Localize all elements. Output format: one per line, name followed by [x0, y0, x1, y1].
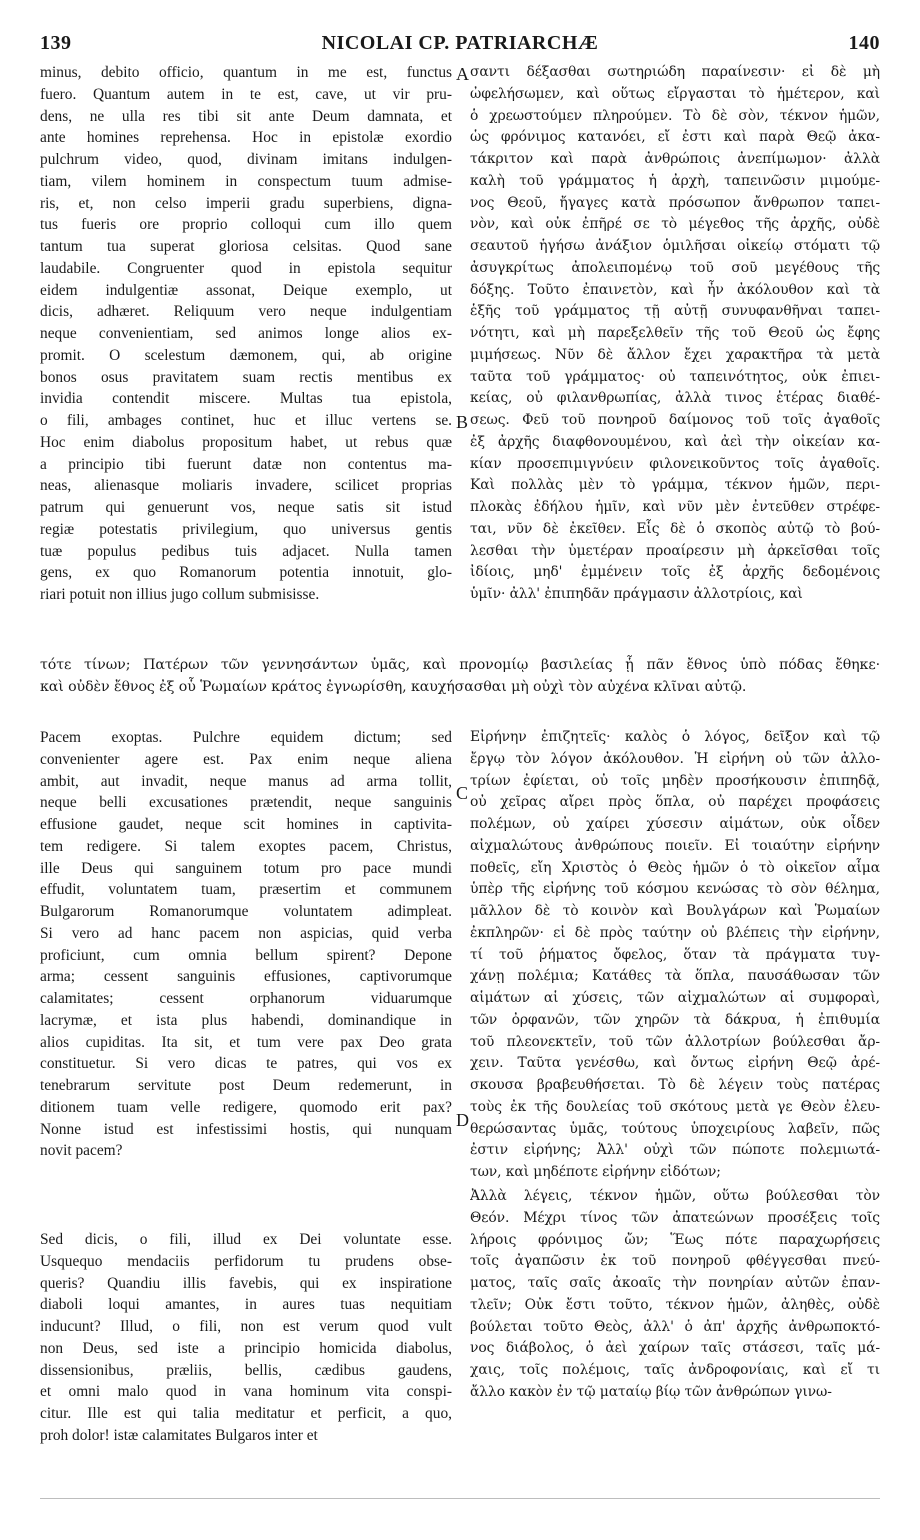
text-line: novit pacem?	[40, 1142, 123, 1160]
text-line: ἀσυγκρίτως ἀπολειπομένῳ τοῦ σοῦ μεγέθους τῆς	[470, 259, 880, 276]
text-line: ἔργῳ τὸν λόγον ἀκόλουθον. Ἡ εἰρήνη οὐ τῶν ἀλλο-	[470, 750, 880, 767]
text-line: inducunt? Illud, o fili, non est verum quod vult	[40, 1318, 452, 1335]
text-line: citur. Ille est qui talia meditatur et perficit, a quo,	[40, 1405, 452, 1422]
text-line: τοὺς ἐκ τῆς δουλείας τοῦ σκότους μετὰ γε Θεὸν ἐλευ-	[470, 1098, 880, 1115]
text-line: non Deus, sed iste a principio homicida diabolus,	[40, 1339, 452, 1357]
text-line: neque convenientiam, sed animos longe alios ex-	[40, 325, 452, 342]
section-marker-b: B	[456, 412, 469, 432]
text-line: convenienter agere est. Pax enim neque aliena	[40, 750, 452, 768]
text-line: gens, ex quo Romanorum potentia innotuit, glo-	[40, 564, 452, 582]
text-line: αἱμάτων αἱ χύσεις, τῶν αἰχμαλώτων αἱ συμφοραὶ,	[470, 990, 880, 1006]
text-line: patrum qui genuerunt vos, neque satis sit istud	[40, 499, 452, 516]
text-line: ἑξῆς τοῦ γράμματος τῇ αὐτῇ συνυφανθῆναι ταπει-	[470, 303, 880, 320]
text-line: lacrymæ, et ista plus habendi, dominandique in	[40, 1011, 452, 1029]
text-line: et omni malo quod in vana hominum vita conspi-	[40, 1383, 452, 1401]
text-line: θερώσαντας ὑμᾶς, τούτους ὑποχειρίους λαβεῖν, πῶς	[470, 1120, 880, 1137]
text-line: νὸν, καὶ οὐκ ἐπῆρέ σε τὸ μέγεθος τῆς ἀρχῆς, οὐδὲ	[470, 216, 880, 233]
text-line: effusione gaudet, neque scit homines in captivita-	[40, 816, 452, 833]
text-line: Θεόν. Μέχρι τίνος τῶν ἀπατεώνων προσέξεις τοῖς	[470, 1209, 880, 1226]
text-line: ante homines reprehensa. Hoc in epistolæ exordio	[40, 129, 452, 147]
page-bottom-edge	[40, 1498, 880, 1499]
text-line: σεαυτοῦ ἡγήσω ἀνάξιον ὁμιλῆσαι οἰκείῳ στόματι τῷ	[470, 238, 880, 254]
latin-column-top	[40, 62, 452, 606]
text-line: πολέμων, οὐ χαίρει χύσεσιν αἱμάτων, οὐκ οἶδεν	[470, 816, 880, 832]
text-line: Usquequo mendaciis perfidorum tu prudens obse-	[40, 1252, 452, 1270]
greek-column-bottom-para1	[470, 727, 880, 1184]
text-line: χειν. Ταῦτα γενέσθω, καὶ ὄντως εἰρήνη Θεῷ ἀρέ-	[470, 1055, 880, 1072]
text-line: ὑπὲρ τῆς εἰρήνης τοῦ κόσμου κενώσας τὸ σὸν θέλημα,	[470, 881, 880, 898]
text-line: neque belli excusationes prætendit, neque sanguinis	[40, 794, 452, 812]
text-line: τί τοῦ ῥήματος ὄφελος, ὅταν τὰ πράγματα τυγ-	[470, 946, 880, 963]
text-line: κίαν προσεπιμιγνύειν φιλονεικοῦντος τοῖς ἀγαθοῖς.	[470, 455, 880, 472]
text-line: alios cupiditas. Ita sit, et tum vere pax Deo grata	[40, 1033, 452, 1051]
section-marker-d: D	[456, 1110, 469, 1130]
text-line: ὠφελήσωμεν, καὶ οὕτως εἴργασται τὸ ἡμέτερον, καὶ	[470, 85, 880, 102]
text-line: χάνῃ πολέμια; Κατάθες τὰ ὅπλα, παυσάθωσαν τῶν	[470, 968, 880, 985]
text-line: constituetur. Si vero dicas te patres, qui vos ex	[40, 1055, 452, 1073]
text-line: ὡς φρόνιμος κατανόει, εἴ ἐστι καὶ παρὰ Θεῷ ἀκα-	[470, 129, 880, 146]
greek-column-bottom-para2	[470, 1186, 880, 1404]
text-line: diaboli loqui amantes, in aures tuas nequitiam	[40, 1296, 452, 1314]
text-line: ταῦτα τοῦ γράμματος· οὐ ταπεινότητος, οὐκ ἐπιει-	[470, 368, 880, 385]
text-line: Καὶ πολλὰς μὲν τὸ γράμμα, τέκνον ἡμῶν, περι-	[470, 477, 880, 494]
text-line: ὑμῖν· ἀλλ' ἐπιπηδᾶν πράγμασιν ἀλλοτρίοις, καὶ	[470, 586, 803, 602]
text-line: τότε τίνων; Πατέρων τῶν γεννησάντων ὑμᾶς, καὶ προνομίῳ βασιλείας ᾗ πᾶν ἔθνος ὑπὸ πόδας ἔθηκε·	[40, 657, 880, 673]
text-line: fuero. Quantum autem in te est, cave, ut vir pru-	[40, 85, 452, 103]
text-line: promit. O scelestum dæmonem, qui, ab origine	[40, 346, 452, 364]
text-line: tenebrarum servitute post Deum redemerunt, in	[40, 1077, 452, 1094]
text-line: Pacem exoptas. Pulchre equidem dictum; sed	[40, 729, 452, 746]
text-line: μιμήσεως. Νῦν δὲ ἄλλον ἔχει χαρακτῆρα τὰ μετὰ	[470, 346, 880, 363]
text-line: eidem indulgentiæ assonat, Deique exemplo, ut	[40, 281, 452, 299]
section-marker-c: C	[456, 783, 469, 803]
text-line: tem redigere. Si talem exoptes pacem, Christus,	[40, 837, 452, 855]
text-line: καὶ οὐδὲν ἔθνος ἐξ οὗ Ῥωμαίων κράτος ἐγνωρίσθη, καυχήσασθαι μὴ οὐχὶ τὸν αὐχένα κλῖναι αὐτῷ.	[40, 679, 747, 695]
text-line: νότητι, καὶ μὴ παρεξελθεῖν τῆς τοῦ Θεοῦ ὡς ἔφης	[470, 325, 880, 341]
text-line: regiæ potestatis privilegium, quo universus gentis	[40, 520, 452, 538]
text-line: ambit, aut invadit, neque manus ad arma tollit,	[40, 772, 452, 790]
text-line: τρίων ἐφίεται, οὐ τοῖς μηδὲν προσήκουσιν ἐπιπηδᾷ,	[470, 772, 880, 789]
page-number-right: 140	[848, 32, 880, 54]
text-line: queris? Quandiu illis favebis, qui ex inspiratione	[40, 1274, 452, 1292]
text-line: καλὴ τοῦ γράμματος ἡ ἀρχὴ, ταπεινῶσιν μιμούμε-	[470, 172, 880, 189]
text-line: ris, et, non celso imperii gradu superbiens, digna-	[40, 194, 452, 212]
text-line: Nonne istud est infestissimi hostis, qui nunquam	[40, 1120, 452, 1138]
text-line: σαντι δέξασθαι σωτηριώδη παραίνεσιν· εἰ δὲ μὴ	[470, 64, 880, 80]
text-line: invidia contendit miscere. Multas tua epistola,	[40, 390, 452, 408]
text-line: ποθεῖς, εἴη Χριστὸς ὁ Θεὸς ἡμῶν ὁ τὸ οἰκεῖον αἷμα	[470, 859, 880, 876]
text-line: dicis, adhæret. Reliquum vero neque indulgentiam	[40, 303, 452, 321]
text-line: χαις, τοῖς πολέμοις, ταῖς ἀνδροφονίαις, καὶ εἴ τι	[470, 1362, 880, 1378]
latin-column-bottom-para2	[40, 1229, 452, 1447]
running-title: NICOLAI CP. PATRIARCHÆ	[321, 32, 599, 54]
text-line: minus, debito officio, quantum in me est, functus	[40, 64, 452, 81]
text-line: Εἰρήνην ἐπιζητεῖς· καλὸς ὁ λόγος, δεῖξον καὶ τῷ	[470, 729, 880, 745]
text-line: bonos osus pravitatem suam rectis mentibus ex	[40, 368, 452, 386]
section-marker-a: A	[456, 64, 469, 84]
page-header	[40, 32, 880, 64]
text-line: τοῦ πλεονεκτεῖν, τοῦ τῶν ἀλλοτρίων βούλεσθαι ἄρ-	[470, 1033, 880, 1050]
text-line: dens, ne ulla res tibi sit ante Deum damnata, et	[40, 107, 452, 125]
text-line: ditionem tuam velle redigere, quomodo erit pax?	[40, 1098, 452, 1116]
text-line: νος Θεοῦ, ἤγαγες κατὰ πρόσωπον ἄνθρωπον ταπει-	[470, 194, 880, 211]
text-line: ἄλλο κακὸν ἐν τῷ ματαίῳ βίῳ τῶν ἀνθρώπων γινω-	[470, 1383, 832, 1400]
text-line: Hoc enim diabolus propositum habet, ut rebus quæ	[40, 433, 452, 451]
text-line: ται, νῦν δὲ ἐκεῖθεν. Εἷς δὲ ὁ σκοπὸς αὐτῷ τὸ βού-	[470, 520, 880, 537]
text-line: πλοκὰς ἐδήλου ἡμῖν, καὶ νῦν μὲν ἐντεῦθεν στρέφε-	[470, 499, 880, 515]
text-line: tuæ populus pedibus tuis adjacet. Nulla tamen	[40, 542, 452, 560]
page-number-left: 139	[40, 32, 72, 54]
text-line: dissensionibus, præliis, bellis, cædibus gaudens,	[40, 1361, 452, 1379]
greek-spanning-lines	[40, 654, 880, 698]
greek-column-top	[470, 62, 880, 606]
text-line: riari potuit non illius jugo collum submisisse.	[40, 586, 320, 603]
text-line: ὁ χρεωστούμεν πληρούμεν. Τὸ δὲ σὸν, τέκνον ἡμῶν,	[470, 107, 880, 124]
text-line: αἰχμαλώτους ἀνθρώπους ποιεῖν. Εἰ τοιαύτην εἰρήνην	[470, 837, 880, 854]
text-line: νος διάβολος, ὁ ἀεὶ χαίρων ταῖς στάσεσι, ταῖς μά-	[470, 1340, 880, 1357]
text-line: Sed dicis, o fili, illud ex Dei voluntate esse.	[40, 1231, 452, 1248]
text-line: Bulgarorum Romanorumque voluntatem adimpleat.	[40, 903, 452, 920]
text-line: Ἀλλὰ λέγεις, τέκνον ἡμῶν, οὕτω βούλεσθαι τὸν	[470, 1188, 880, 1204]
text-line: ille Deus qui sanguinem totum pro pace mundi	[40, 859, 452, 877]
text-line: οὐ χεῖρας αἴρει πρὸς ὅπλα, οὐ παρέχει προφάσεις	[470, 794, 880, 811]
text-line: laudabile. Congruenter quod in epistola sequitur	[40, 259, 452, 277]
text-line: ματος, ταῖς σαῖς ἀκοαῖς τὴν πονηρίαν αὐτῶν ἐπαν-	[470, 1275, 880, 1291]
text-line: βούλεται τοῦτο Θεὸς, ἀλλ' ὁ ἀπ' ἀρχῆς ἀνθρωποκτό-	[470, 1318, 880, 1335]
text-line: o fili, ambages continet, huc et illuc vertens se.	[40, 412, 452, 429]
text-line: τῶν ὀρφανῶν, τῶν χηρῶν τὰ δάκρυα, ἡ ἐπιθυμία	[470, 1011, 880, 1028]
text-line: σεως. Φεῦ τοῦ πονηροῦ δαίμονος τοῦ τοῖς ἀγαθοῖς	[470, 412, 880, 428]
text-line: λεσθαι τὴν ὑμετέραν προαίρεσιν μὴ ἀρκεῖσθαι τοῖς	[470, 542, 880, 559]
text-line: τοῖς ἀγαπῶσιν ἐκ τοῦ πονηροῦ φθέγγεσθαι πνεύ-	[470, 1253, 880, 1270]
text-line: ἐστιν εἰρήνης; Ἀλλ' οὐχὶ τῶν πώποτε πολεμιωτά-	[470, 1142, 880, 1159]
text-line: Si vero ad hanc pacem non aspicias, quid verba	[40, 924, 452, 942]
text-line: τάκριτον καὶ παρὰ ἀνθρώποις ἀνεπίμωμον· ἀλλὰ	[470, 151, 880, 167]
text-line: proficiunt, cum omnia bellum spirent? Depone	[40, 946, 452, 964]
text-line: λήροις φρόνιμος ὤν; Ἕως πότε παραχωρήσεις	[470, 1231, 880, 1248]
text-line: κείας, οὐ φιλανθρωπίας, ἀλλὰ τινος ἑτέρας διαθέ-	[470, 390, 880, 407]
text-line: pulchrum video, quod, divinam imitans indulgen-	[40, 151, 452, 168]
text-line: μᾶλλον δὲ τὸ κοινὸν καὶ Βουλγάρων καὶ Ῥωμαίων	[470, 903, 880, 919]
text-line: ἐξ ἀρχῆς διαφθονουμένου, καὶ ἀεὶ τὴν οἰκείαν κα-	[470, 433, 880, 450]
latin-column-bottom-para1	[40, 727, 452, 1162]
text-line: ἰδίοις, μηδ' ἐμμένειν τοῖς ἐξ ἀρχῆς δεδομένοις	[470, 564, 880, 581]
text-line: των, καὶ μηδέποτε εἰρήνην εἰδότων;	[470, 1164, 721, 1180]
text-line: tus fueris ore proprio colloqui cum illo quem	[40, 216, 452, 234]
text-line: ἐκπληρῶν· εἰ δὲ πρὸς ταύτην οὐ βλέπεις τὴν εἰρήνην,	[470, 924, 880, 941]
text-line: τλεῖν; Οὐκ ἔστι τοῦτο, τέκνον ἡμῶν, ἀληθὲς, οὐδὲ	[470, 1296, 880, 1313]
text-line: a principio tibi fuerunt datæ non contentus ma-	[40, 455, 452, 473]
text-line: tantum tua superat gloriosa celsitas. Quod sane	[40, 238, 452, 255]
text-line: δόξης. Τοῦτο ἐπαινετὸν, καὶ ἦν ἀκόλουθον καὶ τὰ	[470, 281, 880, 298]
text-line: effudit, voluntatem tuam, præsertim et communem	[40, 881, 452, 899]
text-line: tiam, vilem hominem in conspectum tuum admise-	[40, 172, 452, 190]
text-line: arma; cessent sanguinis effusiones, captivorumque	[40, 968, 452, 986]
text-line: neas, alienasque moliaris invadere, scilicet proprias	[40, 477, 452, 495]
text-line: calamitates; cessent orphanorum viduarumque	[40, 990, 452, 1007]
text-line: σκουσα βραβευθήσεται. Τὸ δὲ λέγειν τοὺς πατέρας	[470, 1077, 880, 1093]
text-line: proh dolor! istæ calamitates Bulgaros inter et	[40, 1426, 318, 1444]
